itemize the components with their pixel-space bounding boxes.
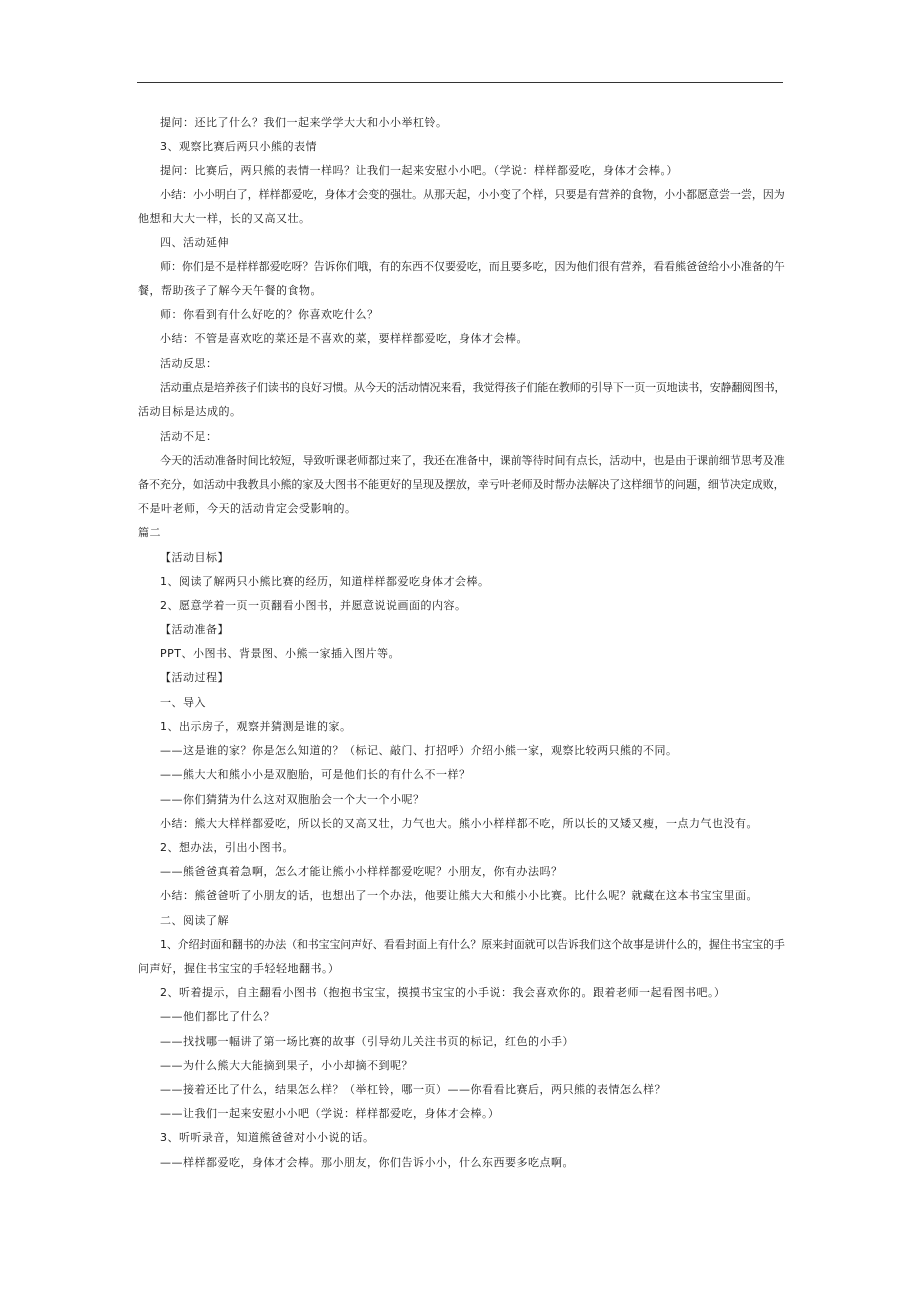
text-line: 备不充分，如活动中我教具小熊的家及大图书不能更好的呈现及摆放，幸亏叶老师及时帮办法解决了这样细节的问题，细节决定成败， (138, 478, 785, 491)
section-heading: 二、阅读了解 (160, 914, 229, 927)
text-line: 提问：还比了什么？我们一起来学学大大和小小举杠铃。 (160, 116, 448, 129)
text-line: ——熊大大和熊小小是双胞胎，可是他们长的有什么不一样？ (160, 768, 471, 781)
text-line: 不是叶老师，今天的活动肯定会受影响的。 (138, 502, 357, 515)
list-item: 3、听听录音，知道熊爸爸对小小说的话。 (160, 1131, 375, 1144)
list-item: 2、愿意学着一页一页翻看小图书，并愿意说说画面的内容。 (160, 599, 467, 612)
section-heading: 篇二 (138, 526, 161, 539)
list-item: 1、介绍封面和翻书的办法（和书宝宝问声好、看看封面上有什么？原来封面就可以告诉我们这个故事是讲什么的，握住书宝宝的手 (160, 938, 785, 951)
text-line: 今天的活动准备时间比较短，导致听课老师都过来了，我还在准备中，课前等待时间有点长，活动中，也是由于课前细节思考及准 (160, 454, 785, 467)
text-line: ——样样都爱吃，身体才会棒。那小朋友，你们告诉小小，什么东西要多吃点啊。 (160, 1156, 574, 1169)
text-line: PPT、小图书、背景图、小熊一家插入图片等。 (160, 647, 400, 660)
section-heading: 【活动准备】 (160, 623, 229, 636)
text-line: 餐，帮助孩子了解今天午餐的食物。 (138, 284, 322, 297)
list-item: 2、听着提示，自主翻看小图书（抱抱书宝宝，摸摸书宝宝的小手说：我会喜欢你的。跟着老师一起看图书吧。） (160, 986, 726, 999)
section-heading: 四、活动延伸 (160, 236, 229, 249)
text-line: 师：你看到有什么好吃的？你喜欢吃什么？ (160, 308, 379, 321)
section-heading: 活动不足： (160, 430, 218, 443)
text-line: ——这是谁的家？你是怎么知道的？（标记、敲门、打招呼）介绍小熊一家，观察比较两只熊的不同。 (160, 744, 678, 757)
text-line: 他想和大大一样，长的又高又壮。 (138, 212, 311, 225)
list-item: 2、想办法，引出小图书。 (160, 841, 294, 854)
list-item: 1、出示房子，观察并猜测是谁的家。 (160, 720, 352, 733)
text-line: 活动重点是培养孩子们读书的良好习惯。从今天的活动情况来看，我觉得孩子们能在教师的引导下一页一页地读书，安静翻阅图书， (160, 381, 786, 394)
text-line: 活动目标是达成的。 (138, 405, 242, 418)
section-heading: 一、导入 (160, 696, 206, 709)
text-line: 小结：熊爸爸听了小朋友的话，也想出了一个办法，他要让熊大大和熊小小比赛。比什么呢？就藏在这本书宝宝里面。 (160, 889, 758, 902)
text-line: ——接着还比了什么，结果怎么样？（举杠铃，哪一页）——你看看比赛后，两只熊的表情怎么样？ (160, 1083, 666, 1096)
text-line: 提问：比赛后，两只熊的表情一样吗？让我们一起来安慰小小吧。（学说：样样都爱吃，身体才会棒。） (160, 164, 678, 177)
text-line: 小结：熊大大样样都爱吃，所以长的又高又壮，力气也大。熊小小样样都不吃，所以长的又矮又瘦，一点力气也没有。 (160, 817, 758, 830)
text-line: ——他们都比了什么？ (160, 1010, 275, 1023)
section-heading: 【活动目标】 (160, 551, 229, 564)
text-line: ——让我们一起来安慰小小吧（学说：样样都爱吃，身体才会棒。） (160, 1107, 500, 1120)
text-line: 师：你们是不是样样都爱吃呀？告诉你们哦，有的东西不仅要爱吃，而且要多吃，因为他们很有营养，看看熊爸爸给小小准备的午 (160, 260, 785, 273)
section-heading: 活动反思： (160, 357, 218, 370)
text-line: 小结：不管是喜欢吃的菜还是不喜欢的菜，要样样都爱吃，身体才会棒。 (160, 332, 528, 345)
section-heading: 【活动过程】 (160, 671, 229, 684)
header-rule (137, 82, 783, 83)
text-line: 小结：小小明白了，样样都爱吃，身体才会变的强壮。从那天起，小小变了个样，只要是有营养的食物，小小都愿意尝一尝，因为 (160, 188, 785, 201)
text-line: 3、观察比赛后两只小熊的表情 (160, 140, 317, 153)
text-line: ——你们猜猜为什么这对双胞胎会一个大一个小呢？ (160, 793, 425, 806)
text-line: ——为什么熊大大能摘到果子，小小却摘不到呢？ (160, 1059, 413, 1072)
text-line: ——找找哪一幅讲了第一场比赛的故事（引导幼儿关注书页的标记，红色的小手） (160, 1035, 574, 1048)
text-line: ——熊爸爸真着急啊，怎么才能让熊小小样样都爱吃呢？小朋友，你有办法吗？ (160, 865, 563, 878)
text-line: 问声好，握住书宝宝的手轻轻地翻书。） (138, 962, 340, 975)
list-item: 1、阅读了解两只小熊比赛的经历，知道样样都爱吃身体才会棒。 (160, 575, 490, 588)
